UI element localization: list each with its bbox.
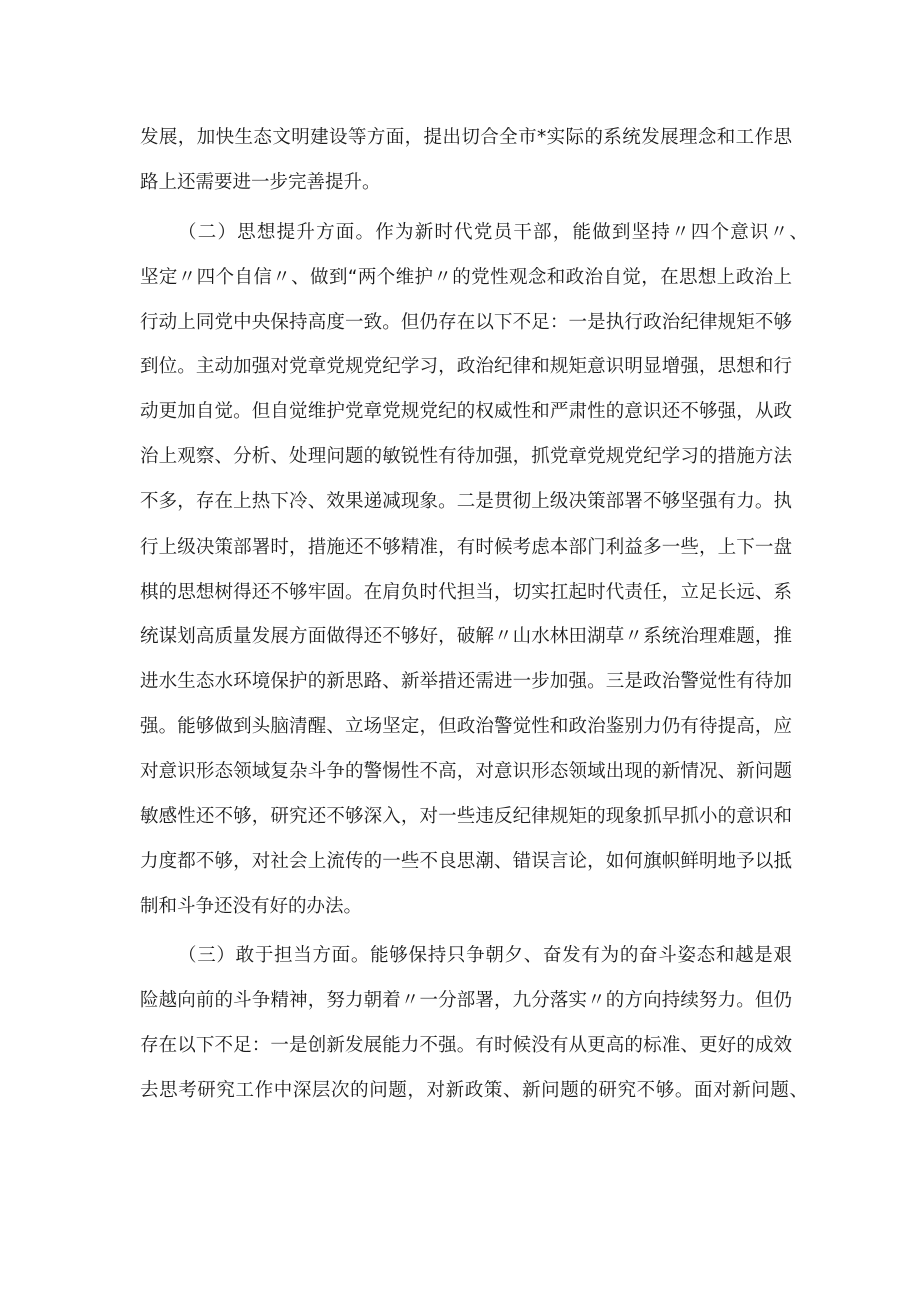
text-line: 不多，存在上热下冷、效果递减现象。二是贯彻上级决策部署不够坚强有力。执: [140, 491, 792, 512]
text-line: 去思考研究工作中深层次的问题，对新政策、新问题的研究不够。面对新问题、: [140, 1080, 808, 1101]
text-line: 敏感性还不够，研究还不够深入，对一些违反纪律规矩的现象抓早抓小的意识和: [140, 806, 792, 827]
text-line: 棋的思想树得还不够牢固。在肩负时代担当，切实扛起时代责任，立足长远、系: [140, 582, 792, 603]
text-line: 进水生态水环境保护的新思路、新举措还需进一步加强。三是政治警觉性有待加: [140, 671, 792, 692]
text-line: 行上级决策部署时，措施还不够精准，有时候考虑本部门利益多一些，上下一盘: [140, 537, 792, 558]
paragraph-heading-line: （三）敢于担当方面。能够保持只争朝夕、奋发有为的奋斗姿态和越是艰: [178, 945, 792, 966]
text-line: 统谋划高质量发展方面做得还不够好，破解〃山水林田湖草〃系统治理难题，推: [140, 626, 792, 647]
text-line: 发展，加快生态文明建设等方面，提出切合全市*实际的系统发展理念和工作思: [140, 127, 792, 148]
text-line: 治上观察、分析、处理问题的敏锐性有待加强，抓党章党规党纪学习的措施方法: [140, 446, 792, 467]
text-line: 险越向前的斗争精神，努力朝着〃一分部署，九分落实〃的方向持续努力。但仍: [140, 990, 792, 1011]
text-line: 制和斗争还没有好的办法。: [140, 896, 363, 917]
text-line: 路上还需要进一步完善提升。: [140, 172, 381, 193]
text-line: 行动上同党中央保持高度一致。但仍存在以下不足：一是执行政治纪律规矩不够: [140, 312, 792, 333]
text-line: 到位。主动加强对党章党规党纪学习，政治纪律和规矩意识明显增强，思想和行: [140, 356, 792, 377]
text-line: 力度都不够，对社会上流传的一些不良思潮、错误言论，如何旗帜鲜明地予以抵: [140, 851, 792, 872]
text-line: 存在以下不足：一是创新发展能力不强。有时候没有从更高的标准、更好的成效: [140, 1035, 792, 1056]
paragraph-heading-line: （二）思想提升方面。作为新时代党员干部，能做到坚持〃四个意识〃、: [178, 222, 808, 243]
text-line: 动更加自觉。但自觉维护党章党规党纪的权威性和严肃性的意识还不够强，从政: [140, 401, 792, 422]
text-line: 对意识形态领域复杂斗争的警惕性不高，对意识形态领域出现的新情况、新问题: [140, 761, 792, 782]
text-line: 坚定〃四个自信〃、做到“两个维护〃的党性观念和政治自觉，在思想上政治上: [140, 267, 792, 288]
text-line: 强。能够做到头脑清醒、立场坚定，但政治警觉性和政治鉴别力仍有待提高，应: [140, 716, 792, 737]
